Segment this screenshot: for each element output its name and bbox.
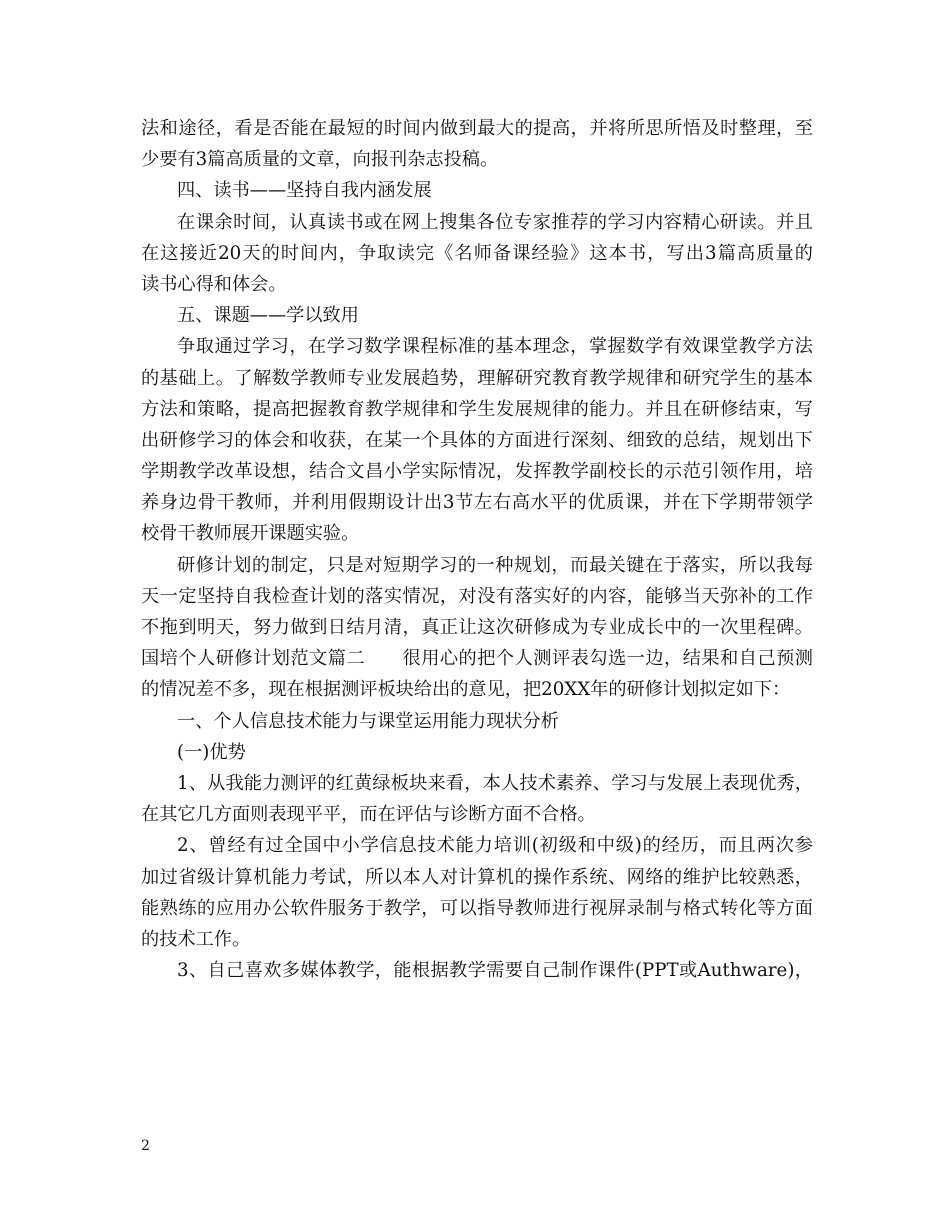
text-line: 养身边骨干教师，并利用假期设计出3节左右高水平的优质课，并在下学期带领学 [141, 492, 813, 514]
text-line: 能熟练的应用办公软件服务于教学，可以指导教师进行视屏录制与格式转化等方面 [141, 897, 813, 919]
text-line: 一、个人信息技术能力与课堂运用能力现状分析 [177, 710, 559, 732]
text-line: 的情况差不多，现在根据测评板块给出的意见，把20XX年的研修计划拟定如下： [141, 679, 791, 701]
text-line: 五、课题——学以致用 [177, 305, 359, 327]
text-line: 2、曾经有过全国中小学信息技术能力培训(初级和中级)的经历，而且两次参 [177, 835, 813, 857]
text-line: 在课余时间，认真读书或在网上搜集各位专家推荐的学习内容精心研读。并且 [177, 211, 813, 233]
text-line: 国培个人研修计划范文篇二 很用心的把个人测评表勾选一边，结果和自己预测 [141, 648, 813, 670]
text-line: 加过省级计算机能力考试，所以本人对计算机的操作系统、网络的维护比较熟悉， [141, 866, 813, 888]
text-line: 不拖到明天，努力做到日结月清，真正让这次研修成为专业成长中的一次里程碑。 [141, 617, 813, 638]
text-line: 学期教学改革设想，结合文昌小学实际情况，发挥教学副校长的示范引领作用，培 [141, 461, 813, 483]
text-line: 少要有3篇高质量的文章，向报刊杂志投稿。 [141, 149, 499, 171]
text-line: 读书心得和体会。 [141, 273, 287, 295]
text-line: (一)优势 [177, 741, 246, 763]
page-number: 2 [141, 1138, 150, 1154]
text-line: 的基础上。了解数学教师专业发展趋势，理解研究教育教学规律和研究学生的基本 [141, 367, 813, 389]
text-line: 天一定坚持自我检查计划的落实情况，对没有落实好的内容，能够当天弥补的工作 [141, 585, 813, 607]
text-line: 出研修学习的体会和收获，在某一个具体的方面进行深刻、细致的总结，规划出下 [141, 429, 813, 451]
text-line: 法和途径，看是否能在最短的时间内做到最大的提高，并将所思所悟及时整理，至 [141, 118, 813, 139]
body-text [141, 113, 813, 986]
text-line: 研修计划的制定，只是对短期学习的一种规划，而最关键在于落实，所以我每 [177, 554, 813, 576]
text-line: 争取通过学习，在学习数学课程标准的基本理念，掌握数学有效课堂教学方法 [177, 336, 813, 358]
text-line: 四、读书——坚持自我内涵发展 [177, 180, 432, 202]
text-line: 在这接近20天的时间内，争取读完《名师备课经验》这本书，写出3篇高质量的 [141, 242, 813, 264]
text-line: 1、从我能力测评的红黄绿板块来看，本人技术素养、学习与发展上表现优秀， [177, 772, 813, 794]
text-line: 的技术工作。 [141, 928, 251, 950]
text-line: 在其它几方面则表现平平，而在评估与诊断方面不合格。 [141, 804, 596, 826]
text-line: 3、自己喜欢多媒体教学，能根据教学需要自己制作课件(PPT或Authware)， [177, 960, 813, 982]
text-line: 方法和策略，提高把握教育教学规律和学生发展规律的能力。并且在研修结束，写 [141, 398, 813, 420]
text-line: 校骨干教师展开课题实验。 [141, 523, 360, 545]
